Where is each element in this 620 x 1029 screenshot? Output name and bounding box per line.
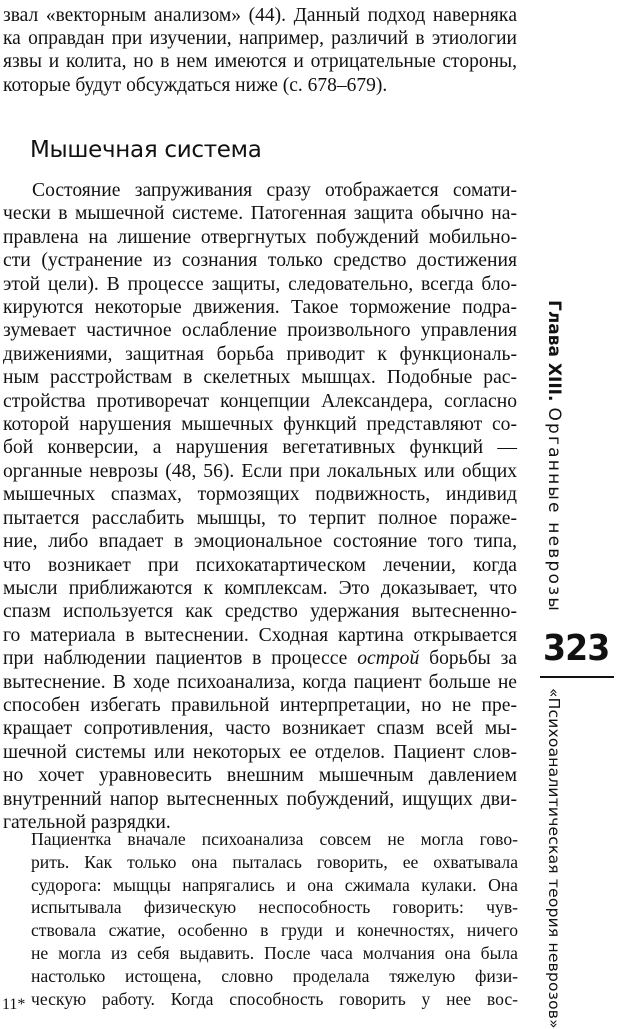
- text-line: ствовала сжатие, особенно в груди и конечностях, ничего: [31, 920, 518, 941]
- text-line: Пациентка вначале психоанализа совсем не могла гово-: [31, 829, 518, 849]
- text-line: гательной разрядки.: [3, 811, 171, 833]
- text-line: но хочет уравновесить внешним мышечным давлением: [3, 765, 517, 787]
- text-line: рить. Как только она пыталась говорить, ее охватывала: [31, 851, 518, 872]
- text-fragment: при наблюдении пациентов в процессе: [3, 648, 348, 670]
- chapter-number: Глава XIII.: [544, 300, 564, 402]
- text-line: настолько истощена, словно проделала тяжелую физи-: [31, 965, 518, 986]
- intro-paragraph: [3, 4, 517, 97]
- text-line: го материала в вытеснении. Сходная картина открывается: [3, 624, 517, 646]
- text-line: не могла из себя выдавить. После часа молчания она была: [31, 942, 518, 963]
- text-line-with-emphasis: [3, 647, 517, 670]
- text-fragment: борьбы за: [429, 648, 518, 670]
- text-line: зумевает частичное ослабление произвольного управления: [3, 320, 517, 342]
- text-line: испытывала физическую неспособность говорить: чув-: [31, 897, 518, 918]
- text-line: звал «векторным анализом» (44). Данный подход навернякa: [3, 5, 517, 26]
- text-line: ка оправдан при изучении, например, различий в этиологии: [3, 28, 517, 50]
- text-line: язвы и колита, но в нем имеются и отрицательные стороны,: [3, 51, 517, 73]
- text-line: ние, либо впадает в эмоциональное состояние того типа,: [3, 531, 517, 553]
- text-line: правлена на лишение отвергнутых побуждений мобильно-: [3, 226, 517, 248]
- text-line: которые будут обсуждаться ниже (с. 678–679).: [3, 74, 388, 96]
- text-line: бой конверсии, а нарушения вегетативных функций —: [3, 437, 517, 459]
- text-line: кращает сопротивления, часто возникает спазм всей мы-: [3, 718, 517, 740]
- text-line: пытается расслабить мышцы, то терпит полное пораже-: [3, 507, 517, 529]
- text-line: чески в мышечной системе. Патогенная защита обычно на-: [3, 203, 517, 225]
- signature-mark: 11*: [2, 996, 26, 1013]
- text-line: кируются некоторые движения. Такое торможение подра-: [3, 297, 517, 319]
- text-line: движениями, защитная борьба приводит к функциональ-: [3, 343, 517, 365]
- text-line: мышечных спазмах, тормозящих подвижность, индивид: [3, 484, 517, 506]
- text-line: шечной системы или некоторых ее отделов. Пациент слов-: [3, 741, 517, 763]
- text-line: внутренний напор вытесненных побуждений, ищущих дви-: [3, 788, 517, 810]
- book-title: «Психоаналитическая теория неврозов»: [545, 688, 563, 1029]
- text-line: Состояние запруживания сразу отображается сомати-: [32, 180, 517, 201]
- running-head: [541, 300, 567, 613]
- text-line: способен избегать правильной интерпретации, но не пре-: [3, 694, 517, 716]
- text-line: ным расстройствам в скелетных мышцах. Подобные рас-: [3, 367, 517, 389]
- text-line: судорога: мыщцы напрягались и она сжимала кулаки. Она: [31, 874, 518, 895]
- chapter-title: Органные неврозы: [544, 407, 564, 613]
- text-line: этой цели). В процессе защиты, следовательно, всегда бло-: [3, 273, 517, 295]
- case-quote-paragraph: [31, 828, 518, 1010]
- text-line: стройства противоречат концепции Александера, согласно: [3, 390, 517, 412]
- text-line: вытеснение. В ходе психоанализа, когда пациент больше не: [3, 671, 517, 693]
- page-number-rule: [540, 676, 614, 678]
- text-line: что возникает при психокатартическом лечении, когда: [3, 554, 517, 576]
- body-paragraph: [3, 179, 517, 834]
- text-line: спазм используется как средство удержания вытесненно-: [3, 601, 517, 623]
- text-line: которой нарушения мышечных функций представляют со-: [3, 414, 517, 436]
- text-line: ческую работу. Когда способность говорить у нее вос-: [31, 988, 518, 1009]
- page-number: 323: [543, 628, 610, 669]
- section-heading: Мышечная система: [30, 137, 262, 163]
- text-line: мысли приближаются к комплексам. Это доказывает, что: [3, 577, 517, 599]
- text-line: органные неврозы (48, 56). Если при локальных или общих: [3, 460, 517, 482]
- text-line: сти (устранение из сознания только средство достижения: [3, 250, 517, 272]
- emphasis-word: острой: [357, 648, 420, 670]
